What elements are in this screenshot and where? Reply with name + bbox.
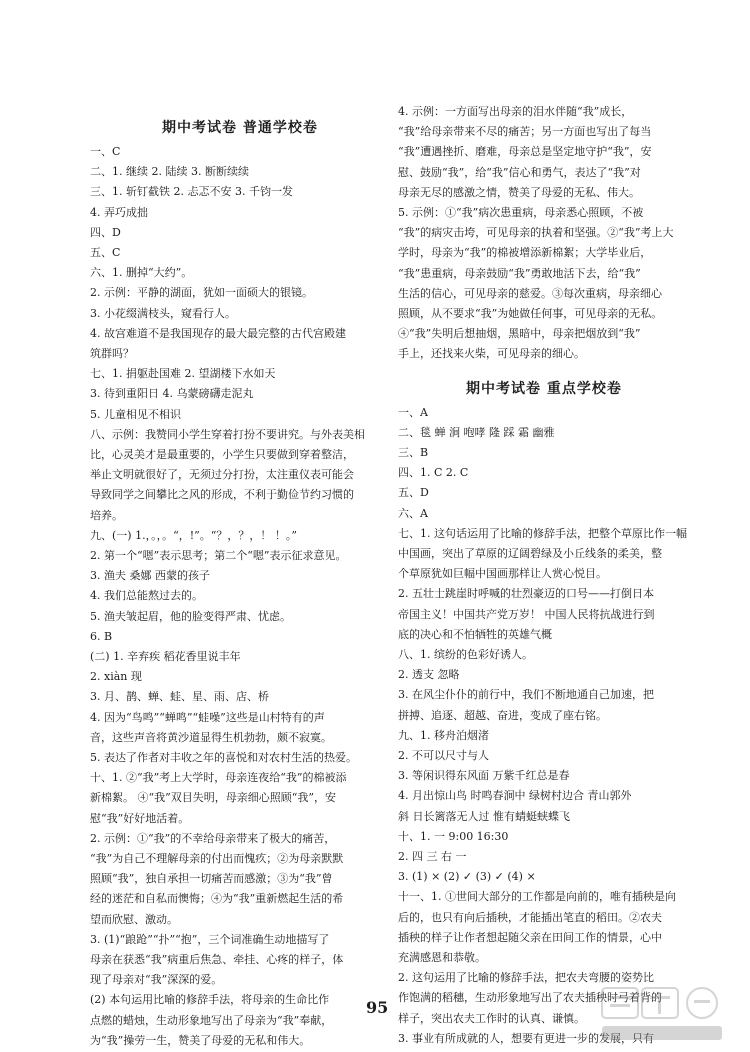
section-title: 期中考试卷 普通学校卷 (162, 120, 318, 136)
answer-line: 五、D (398, 486, 429, 500)
answer-line: 六、A (398, 506, 428, 520)
answer-line: 2. 不可以尺寸与人 (398, 749, 489, 762)
answer-line: (2) 本句运用比喻的修辞手法，将母亲的生命比作 (90, 993, 330, 1007)
answer-line: 十、1. ②“我”考上大学时，母亲连夜给“我”的棉被添 (90, 771, 347, 785)
answer-line: 样子，突出农夫工作时的认真、谦慎。 (398, 1011, 585, 1025)
answer-line: 2. 这句运用了比喻的修辞手法，把农夫弯腰的姿势比 (398, 971, 654, 985)
answer-line: 2. 四 三 右 一 (398, 850, 467, 863)
answer-line: 后的，也只有向后插秧，才能插出笔直的稻田。②农夫 (398, 910, 662, 924)
answer-line: 3. 小花缀满枝头，窥看行人。 (90, 306, 236, 320)
answer-line: 3. 等闲识得东风面 万紫千红总是春 (398, 769, 570, 783)
answer-line: 2. 示例：平静的湖面，犹如一面硕大的银镜。 (90, 286, 313, 300)
answer-line: 4. 我们总能熬过去的。 (90, 589, 203, 603)
answer-line: 3. 事业有所成就的人，想要有更进一步的发展，只有 (398, 1031, 654, 1045)
answer-line: 5. 渔夫皱起眉，他的脸变得严肃、忧虑。 (90, 609, 291, 623)
answer-line: 生活的信心，可见母亲的慈爱。③每次重病，母亲细心 (398, 286, 662, 300)
answer-line: 作饱满的稻穗，生动形象地写出了农夫插秧时弓着背的 (398, 991, 662, 1005)
answer-line: 2. 示例：①“我”的不幸给母亲带来了极大的痛苦， (90, 831, 336, 845)
answer-line: 筑群吗？ (90, 347, 134, 360)
answer-line: 五、C (90, 246, 121, 259)
answer-line: 慰、鼓励“我”，给“我”信心和勇气，表达了“我”对 (398, 165, 641, 179)
answer-line: 底的决心和不怕牺牲的英雄气概 (398, 627, 552, 641)
answer-line: 3. 在风尘仆仆的前行中，我们不断地通自己加速，把 (398, 688, 654, 702)
answer-line: 手上，还找来火柴，可见母亲的细心。 (398, 347, 585, 361)
answer-line: 插秧的样子让作者想起随父亲在田间工作的情景，心中 (398, 930, 662, 944)
answer-line: 七、1. 捐躯赴国难 2. 望湖楼下水如天 (90, 367, 276, 381)
answer-line: “我”遭遇挫折、磨难，母亲总是坚定地守护“我”，安 (398, 145, 652, 159)
section-title: 期中考试卷 重点学校卷 (466, 380, 622, 397)
answer-line: 比，心灵美才是最重要的，小学生只要做到穿着整洁， (90, 448, 354, 461)
answer-line: ④“我”失明后想抽烟，黑暗中，母亲把烟放到“我” (398, 327, 641, 341)
answer-line: 学时，母亲为“我”的棉被增添新棉絮；大学毕业后， (398, 246, 652, 260)
answer-line: 十一、1. ①世间大部分的工作都是向前的，唯有插秧是向 (398, 890, 676, 904)
answer-line: 为“我”操劳一生，赞美了母爱的无私和伟大。 (90, 1033, 311, 1047)
answer-line: 帝国主义！中国共产党万岁！ 中国人民将抗战进行到 (398, 607, 655, 621)
answer-line: 音，这些声音将黄沙道显得生机勃勃，颇不寂寞。 (90, 730, 332, 744)
answer-line: 九、1. 移舟泊烟渚 (398, 728, 489, 742)
answer-line: 2. 第一个“嗯”表示思考；第二个“嗯”表示征求意见。 (90, 549, 347, 562)
answer-line: 斜 日长篱落无人过 惟有蜻蜓蛱蝶飞 (398, 809, 570, 823)
answer-line: 2. 透支 忽略 (398, 668, 460, 682)
answer-line: 举止文明就很好了，无须过分打扮，太注重仪表可能会 (90, 468, 354, 482)
answer-line: 照顾，从不要求“我”为她做任何事，可见母亲的无私。 (398, 307, 663, 320)
answer-line: 慰“我”好好地活着。 (90, 811, 190, 825)
answer-line: 八、1. 缤纷的色彩好诱人。 (398, 648, 533, 661)
answer-line: 十、1. 一 9:00 16:30 (398, 829, 509, 843)
answer-line: 3. 渔夫 桑娜 西蒙的孩子 (90, 569, 210, 583)
answer-line: 三、B (398, 446, 429, 459)
answer-line: 中国画，突出了草原的辽阔碧绿及小丘线条的柔美，整 (398, 547, 662, 560)
answer-line: 八、示例：我赞同小学生穿着打扮不要讲究。与外表美相 (90, 427, 365, 441)
answer-line: 4. 因为“鸟鸣”“蝉鸣”“蛙噪”这些是山村特有的声 (90, 710, 325, 724)
answer-line: 一、A (398, 405, 428, 419)
answer-line: 3. 待到重阳日 4. 乌蒙磅礴走泥丸 (90, 387, 254, 401)
answer-line: 4. 弄巧成拙 (90, 205, 148, 219)
answer-line: 导致同学之间攀比之风的形成，不利于勤俭节约习惯的 (90, 488, 354, 502)
answer-line: 3. (1) × (2) ✓ (3) ✓ (4) × (398, 870, 536, 884)
answer-line: 七、1. 这句话运用了比喻的修辞手法，把整个草原比作一幅 (398, 526, 687, 540)
answer-line: 点燃的蜡烛，生动形象地写出了母亲为“我”奉献， (90, 1013, 333, 1027)
answer-line: 2. 五壮士跳崖时呼喊的壮烈豪迈的口号——打倒日本 (398, 587, 654, 601)
answer-line: 母亲无尽的感激之情，赞美了母爱的无私、伟大。 (398, 185, 640, 199)
answer-line: “我”患重病，母亲鼓励“我”勇敢地活下去，给“我” (398, 266, 641, 280)
answer-line: 5. 儿童相见不相识 (90, 407, 181, 421)
answer-line: (二) 1. 辛弃疾 稻花香里说丰年 (90, 650, 241, 663)
answer-line: 5. 表达了作者对丰收之年的喜悦和对农村生活的热爱。 (90, 751, 357, 764)
answer-line: 现了母亲对“我”深深的爱。 (90, 973, 223, 987)
answer-line: 培养。 (90, 508, 123, 522)
answer-line: “我”给母亲带来不尽的痛苦；另一方面也写出了每当 (398, 125, 652, 139)
answer-line: 望而欣慰、激动。 (90, 912, 178, 926)
answer-line: 6. B (90, 629, 113, 643)
watermark-logo (598, 984, 744, 1048)
answer-line: “我”为自己不理解母亲的付出而愧疚；②为母亲默默 (90, 852, 344, 865)
answer-line: 4. 月出惊山鸟 时鸣春涧中 绿树村边合 青山郭外 (398, 789, 632, 803)
answer-line: 三、1. 斩钉截铁 2. 忐忑不安 3. 千钧一发 (90, 185, 293, 199)
answer-line: 4. 故宫难道不是我国现存的最大最完整的古代宫殿建 (90, 326, 346, 340)
answer-line: 四、D (90, 225, 121, 239)
answer-line: 3. 月、鹊、蝉、蛙、星、雨、店、桥 (90, 690, 269, 704)
answer-line: “我”的病灾击垮，可见母亲的执着和坚强。②“我”考上大 (398, 226, 674, 240)
answer-line: 3. (1)“踉跄”“扑”“抱”，三个词准确生动地描写了 (90, 932, 330, 946)
answer-line: 二、1. 继续 2. 陆续 3. 断断续续 (90, 165, 249, 179)
answer-line: 六、1. 删掉“大约”。 (90, 266, 193, 280)
answer-line: 四、1. C 2. C (398, 466, 469, 480)
answer-line: 经的迷茫和自私而懊悔；④为“我”重新燃起生活的希 (90, 892, 344, 906)
answer-line: 二、毯 蝉 涧 咆哮 隆 踩 霜 幽雅 (398, 425, 555, 439)
answer-line: 个草原犹如巨幅中国画那样让人赏心悦目。 (398, 567, 607, 581)
answer-line: 拼搏、追逐、超越、奋进，变成了座右铭。 (398, 708, 607, 722)
answer-line: 充满感恩和恭敬。 (398, 951, 486, 964)
page-number: 95 (366, 998, 389, 1017)
answer-line: 2. xiàn 现 (90, 670, 142, 684)
answer-line: 一、C (90, 145, 121, 158)
answer-line: 5. 示例：①“我”病次患重病，母亲悉心照顾，不被 (398, 206, 644, 219)
answer-line: 母亲在获悉“我”病重后焦急、牵挂、心疼的样子，体 (90, 953, 344, 966)
answer-line: 九、(一) 1.，。，。“，!”。“？，？，！ ！。” (90, 528, 297, 542)
answer-line: 新棉絮。 ④“我”双目失明，母亲细心照顾“我”，安 (90, 791, 336, 805)
answer-line: 照顾“我”，独自承担一切痛苦而感激；③为“我”曾 (90, 872, 333, 886)
answer-line: 4. 示例：一方面写出母亲的泪水伴随“我”成长， (398, 105, 633, 118)
